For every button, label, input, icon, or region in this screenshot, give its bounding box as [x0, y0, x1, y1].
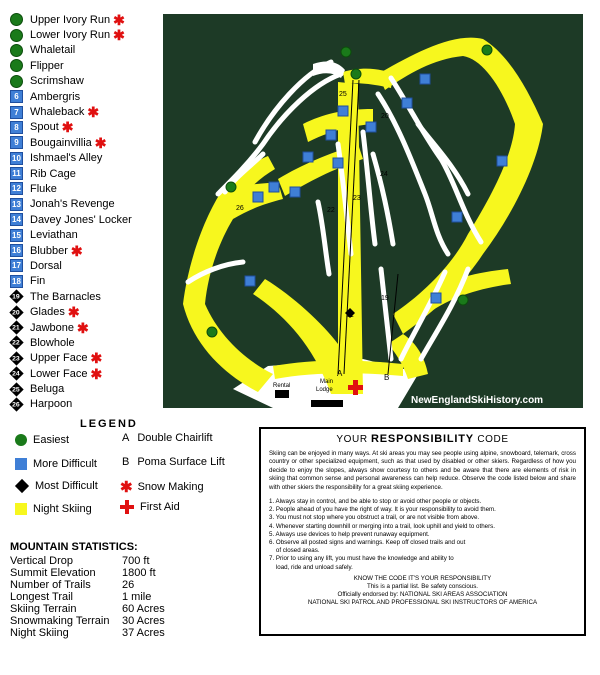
trail-name: Flipper [30, 59, 64, 72]
main-lodge-building [311, 400, 343, 407]
responsibility-rule: 3. You must not stop where you obstruct a trail, or are not visible from above. [269, 514, 480, 522]
more-difficult-square-icon: 14 [10, 213, 23, 226]
chairlift-letter: A [122, 432, 130, 444]
trail-name: Blowhole [30, 336, 75, 349]
trail-list-item [10, 289, 160, 304]
easiest-marker [458, 295, 468, 305]
more-difficult-square-icon: 13 [10, 198, 23, 211]
more-difficult-marker [245, 276, 255, 286]
trail-number: 24 [380, 171, 388, 178]
lift-b-label: B [384, 373, 390, 382]
more-difficult-square-icon: 11 [10, 167, 23, 180]
trail-name: Davey Jones' Locker [30, 213, 132, 226]
legend-more-difficult-label: More Difficult [33, 458, 97, 470]
stat-label: Number of Trails [10, 579, 91, 591]
snowmaking-icon: ✱ [61, 119, 74, 136]
legend-first-aid-label: First Aid [140, 501, 180, 513]
trail-number: 21 [346, 312, 354, 319]
trail-name: Spout [30, 121, 59, 134]
credit-text: NewEnglandSkiHistory.com [411, 395, 544, 406]
trail-name: The Barnacles [30, 290, 101, 303]
more-difficult-marker [402, 98, 412, 108]
stat-value: 60 Acres [122, 603, 165, 615]
rental-shop-label: Rental [273, 383, 291, 389]
trail-list-item [10, 58, 160, 73]
more-difficult-marker [253, 192, 263, 202]
trail-list-item [10, 43, 160, 58]
trail-list-item [10, 135, 160, 150]
stat-label: Snowmaking Terrain [10, 615, 110, 627]
more-difficult-marker [269, 182, 279, 192]
legend-most-difficult [15, 480, 98, 492]
main-lodge-label-2: Lodge [316, 387, 333, 393]
stat-row [10, 615, 250, 627]
most-difficult-icon [15, 479, 29, 493]
easiest-marker [482, 45, 492, 55]
easiest-icon [15, 434, 27, 446]
easiest-marker [341, 47, 351, 57]
most-difficult-diamond-icon [9, 397, 23, 411]
responsibility-rules [269, 498, 576, 572]
more-difficult-square-icon: 8 [10, 121, 23, 134]
stat-row [10, 627, 250, 639]
stat-label: Summit Elevation [10, 567, 96, 579]
stat-row [10, 579, 250, 591]
trail-list-item [10, 366, 160, 381]
legend-chairlift-label: Double Chairlift [137, 432, 213, 444]
stat-row [10, 603, 250, 615]
snowmaking-icon: ✱ [113, 11, 125, 28]
more-difficult-square-icon: 15 [10, 229, 23, 242]
trail-name: Lower Face [30, 367, 88, 380]
first-aid-legend-icon [120, 500, 134, 514]
snowmaking-icon: ✱ [67, 304, 80, 321]
most-difficult-diamond-icon [9, 351, 23, 365]
legend-easiest-label: Easiest [33, 434, 70, 446]
trail-name: Lower Ivory Run [30, 29, 111, 42]
legend-snow-making [120, 478, 204, 496]
trail-list-item [10, 397, 160, 412]
stat-label: Longest Trail [10, 591, 73, 603]
trail-number: 25 [339, 91, 347, 98]
snowmaking-icon: ✱ [94, 134, 107, 151]
stat-label: Skiing Terrain [10, 603, 77, 615]
mountain-statistics [10, 541, 250, 639]
responsibility-footer [269, 575, 576, 608]
snowmaking-icon: ✱ [70, 242, 83, 259]
trail-list-item [10, 227, 160, 242]
legend-more-difficult [15, 458, 97, 470]
more-difficult-marker [452, 212, 462, 222]
snowmaking-icon: ✱ [90, 365, 103, 382]
responsibility-footer-line: NATIONAL SKI PATROL AND PROFESSIONAL SKI INSTRUCTORS OF AMERICA [307, 599, 538, 607]
trail-number: 24 [12, 370, 20, 378]
stats-rows [10, 555, 250, 639]
trail-name: Harpoon [30, 398, 73, 411]
most-difficult-diamond-icon [9, 367, 23, 381]
lift-a-label: A [337, 369, 343, 378]
trail-name: Jawbone [30, 321, 75, 334]
more-difficult-square-icon: 16 [10, 244, 23, 257]
trail-name: Whaleback [30, 106, 85, 119]
easiest-circle-icon [10, 29, 23, 42]
responsibility-footer-line: Officially endorsed by: NATIONAL SKI AREAS ASSOCIATION [337, 591, 508, 599]
responsibility-footer-line: KNOW THE CODE IT'S YOUR RESPONSIBILITY [353, 574, 492, 582]
more-difficult-marker [333, 158, 343, 168]
trail-name: Fluke [30, 182, 57, 195]
more-difficult-marker [420, 74, 430, 84]
more-difficult-square-icon: 17 [10, 259, 23, 272]
trail-list-item [10, 381, 160, 396]
stat-row [10, 555, 250, 567]
trail-list-item [10, 166, 160, 181]
responsibility-rule: 4. Whenever starting downhill or merging into a trail, look uphill and yield to others. [269, 522, 495, 530]
trail-number: 20 [12, 309, 20, 317]
more-difficult-marker [338, 106, 348, 116]
trail-list-item [10, 274, 160, 289]
trail-number: 26 [12, 401, 20, 409]
trail-name: Blubber [30, 244, 68, 257]
trail-map [163, 14, 583, 408]
responsibility-rule: 7. Prior to using any lift, you must have the knowledge and ability to [269, 555, 454, 563]
trail-list [10, 12, 160, 412]
legend-easiest [15, 434, 69, 446]
title-post: CODE [477, 434, 509, 445]
snowflake-icon: ✱ [120, 479, 133, 496]
stat-label: Vertical Drop [10, 555, 73, 567]
trail-name: Leviathan [30, 229, 78, 242]
trail-list-item [10, 89, 160, 104]
trail-name: Bougainvillia [30, 136, 92, 149]
trail-list-item [10, 335, 160, 350]
more-difficult-marker [431, 293, 441, 303]
legend-night-skiing-label: Night Skiing [33, 503, 92, 515]
trail-list-item [10, 12, 160, 27]
stat-value: 30 Acres [122, 615, 165, 627]
more-difficult-marker [366, 122, 376, 132]
trail-name: Dorsal [30, 259, 62, 272]
more-difficult-square-icon: 10 [10, 152, 23, 165]
trail-list-item [10, 197, 160, 212]
responsibility-rule: 6. Observe all posted signs and warnings. Keep off closed trails and out [269, 539, 466, 547]
trail-list-item [10, 243, 160, 258]
legend-most-difficult-label: Most Difficult [35, 480, 98, 492]
legend-title: LEGEND [80, 418, 138, 430]
trail-name: Glades [30, 306, 65, 319]
title-pre: YOUR [336, 434, 368, 445]
legend-double-chairlift [122, 432, 213, 444]
more-difficult-square-icon: 18 [10, 275, 23, 288]
trail-list-item [10, 212, 160, 227]
trail-list-item [10, 74, 160, 89]
trail-list-item [10, 258, 160, 273]
snowmaking-icon: ✱ [87, 104, 100, 121]
most-difficult-diamond-icon [9, 290, 23, 304]
more-difficult-marker [290, 187, 300, 197]
easiest-circle-icon [10, 59, 23, 72]
trail-list-item [10, 304, 160, 319]
trail-list-item [10, 351, 160, 366]
trail-number: 23 [12, 355, 20, 363]
responsibility-rule: 1. Always stay in control, and be able to stop or avoid other people or objects. [269, 498, 482, 506]
stat-value: 1800 ft [122, 567, 156, 579]
responsibility-rule: load, ride and unload safely. [269, 563, 353, 571]
trail-name: Fin [30, 275, 46, 288]
more-difficult-marker [326, 130, 336, 140]
stat-value: 700 ft [122, 555, 150, 567]
legend-snow-making-label: Snow Making [137, 481, 204, 493]
stat-value: 26 [122, 579, 135, 591]
trail-name: Jonah's Revenge [30, 198, 115, 211]
trail-name: Rib Cage [30, 167, 76, 180]
trail-number: 20 [381, 113, 389, 120]
responsibility-rule: of closed areas. [269, 547, 320, 555]
trail-list-item [10, 27, 160, 42]
responsibility-rule: 5. Always use devices to help prevent runaway equipment. [269, 530, 430, 538]
more-difficult-square-icon: 7 [10, 106, 23, 119]
poma-letter: B [122, 456, 130, 468]
stat-row [10, 567, 250, 579]
more-difficult-square-icon: 12 [10, 182, 23, 195]
most-difficult-diamond-icon [9, 382, 23, 396]
responsibility-intro: Skiing can be enjoyed in many ways. At ski areas you may see people using alpine, snowboard, telemark, cross country or other specialized equipment, such as that used by disabled or other skiers. Regardless of how you decide to enjoy the slopes, always show courtesy to others and be aware that there are elements of risk in skiing that common sense and personal awareness can help reduce. Observe the code listed below and share with other skiers the responsibility for a great skiing experience. [269, 450, 576, 491]
trail-number: 22 [12, 340, 20, 347]
stat-label: Night Skiing [10, 627, 69, 639]
stat-row [10, 591, 250, 603]
trail-number: 21 [12, 324, 20, 332]
easiest-marker [207, 327, 217, 337]
snowmaking-icon: ✱ [113, 27, 125, 44]
trail-number: 23 [353, 195, 361, 202]
most-difficult-diamond-icon [9, 336, 23, 350]
title-bold: RESPONSIBILITY [371, 433, 474, 445]
trail-number: 25 [12, 386, 20, 394]
more-difficult-marker [497, 156, 507, 166]
trail-name: Ambergris [30, 90, 81, 103]
stat-value: 1 mile [122, 591, 152, 603]
trail-number: 26 [236, 205, 244, 212]
legend-poma-label: Poma Surface Lift [137, 456, 225, 468]
most-difficult-diamond-icon [9, 320, 23, 334]
trail-list-item [10, 181, 160, 196]
easiest-circle-icon [10, 13, 23, 26]
trail-name: Beluga [30, 383, 65, 396]
stats-title: MOUNTAIN STATISTICS: [10, 541, 138, 553]
trail-list-item [10, 120, 160, 135]
trail-name: Scrimshaw [30, 75, 84, 88]
trail-list-item [10, 151, 160, 166]
trail-list-item [10, 320, 160, 335]
more-difficult-square-icon: 9 [10, 136, 23, 149]
easiest-circle-icon [10, 44, 23, 57]
trail-map-svg [163, 14, 583, 408]
main-lodge-label: Main [320, 379, 334, 385]
legend [10, 418, 250, 528]
trail-name: Upper Face [30, 352, 88, 365]
legend-first-aid [120, 500, 180, 514]
responsibility-title [269, 433, 576, 445]
more-difficult-icon [15, 458, 27, 470]
snowmaking-icon: ✱ [77, 319, 89, 336]
legend-night-skiing [15, 503, 92, 515]
legend-poma [122, 456, 225, 468]
snowmaking-icon: ✱ [90, 350, 103, 367]
easiest-marker [351, 69, 361, 79]
most-difficult-diamond-icon [9, 305, 23, 319]
more-difficult-marker [303, 152, 313, 162]
trail-name: Ishmael's Alley [30, 152, 103, 165]
more-difficult-square-icon: 6 [10, 90, 23, 103]
trail-number: 19 [381, 295, 389, 302]
trail-number: 19 [12, 293, 20, 301]
easiest-circle-icon [10, 75, 23, 88]
trail-list-item [10, 104, 160, 119]
responsibility-footer-line: This is a partial list. Be safety conscious. [366, 583, 479, 591]
stat-value: 37 Acres [122, 627, 165, 639]
responsibility-rule: 2. People ahead of you have the right of way. It is your responsibility to avoid them. [269, 506, 496, 514]
easiest-marker [226, 182, 236, 192]
responsibility-code [259, 427, 586, 636]
trail-name: Upper Ivory Run [30, 13, 111, 26]
trail-name: Whaletail [30, 44, 76, 57]
trail-number: 22 [327, 207, 335, 214]
night-skiing-icon [15, 503, 27, 515]
rental-shop-label-2: Shop [275, 391, 290, 397]
